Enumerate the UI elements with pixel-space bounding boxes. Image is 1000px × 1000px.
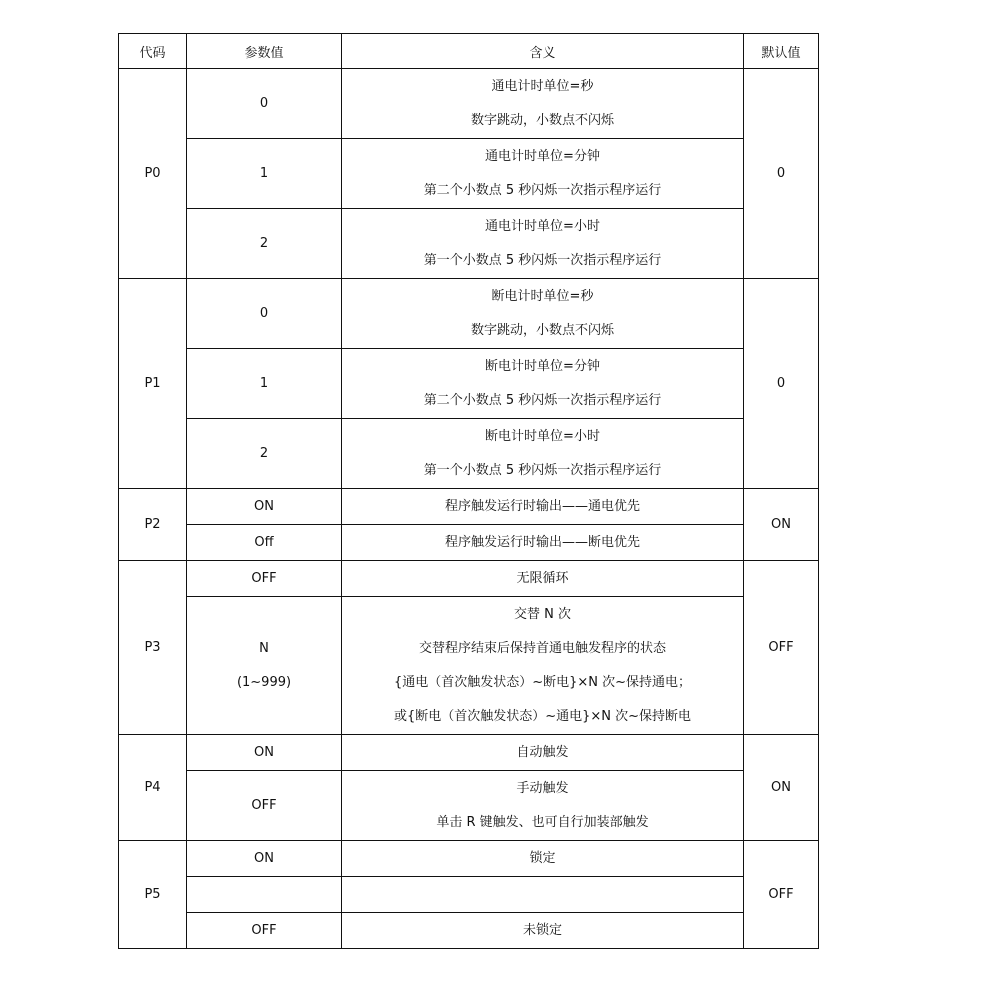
- param-meaning-line: 交替程序结束后保持首通电触发程序的状态: [418, 640, 666, 656]
- param-default-text: OFF: [768, 886, 794, 902]
- param-code: [119, 561, 187, 735]
- param-default: [744, 279, 819, 489]
- param-meaning-line: 交替 N 次: [514, 606, 571, 622]
- param-meaning-line: 锁定: [529, 850, 556, 866]
- table-body: [119, 69, 819, 949]
- param-meaning-line: 或{断电（首次触发状态）~通电}×N 次~保持断电: [393, 708, 692, 724]
- param-value-line: 0: [259, 305, 269, 321]
- table-row: [119, 561, 819, 597]
- table-row: [119, 69, 819, 139]
- param-meaning-line: 无限循环: [516, 570, 569, 586]
- table-row: [119, 771, 819, 841]
- header-code: 代码: [119, 34, 187, 69]
- param-value: [187, 525, 342, 561]
- param-meaning: [342, 139, 744, 209]
- param-value: [187, 561, 342, 597]
- param-value: [187, 279, 342, 349]
- param-meaning: [342, 841, 744, 877]
- param-default-text: OFF: [768, 639, 794, 655]
- param-value-line: 2: [259, 235, 269, 251]
- param-value: [187, 841, 342, 877]
- param-code-text: P4: [144, 779, 161, 795]
- param-code: [119, 841, 187, 949]
- table-row: [119, 139, 819, 209]
- param-meaning: [342, 597, 744, 735]
- param-meaning: [342, 561, 744, 597]
- param-default: [744, 489, 819, 561]
- param-value-line: ON: [254, 850, 274, 866]
- param-code-text: P2: [144, 516, 161, 532]
- param-value: [187, 771, 342, 841]
- param-value: [187, 209, 342, 279]
- table-row: [119, 877, 819, 913]
- param-value: [187, 489, 342, 525]
- table-row: [119, 841, 819, 877]
- param-meaning-line: 手动触发: [516, 780, 569, 796]
- param-value: [187, 419, 342, 489]
- table-row: [119, 489, 819, 525]
- param-meaning: [342, 735, 744, 771]
- param-value-line: OFF: [251, 922, 277, 938]
- param-meaning-line: 程序触发运行时输出——通电优先: [444, 498, 640, 514]
- param-meaning-line: 通电计时单位=秒: [491, 78, 594, 94]
- param-default-text: 0: [776, 165, 786, 181]
- param-meaning: [342, 349, 744, 419]
- param-default: [744, 735, 819, 841]
- table-row: [119, 209, 819, 279]
- param-value-line: ON: [254, 498, 274, 514]
- table-row: [119, 597, 819, 735]
- param-meaning-line: 第一个小数点 5 秒闪烁一次指示程序运行: [423, 252, 662, 268]
- param-code-text: P1: [144, 375, 161, 391]
- table-row: [119, 349, 819, 419]
- param-meaning: [342, 913, 744, 949]
- table-row: [119, 279, 819, 349]
- param-value: [187, 139, 342, 209]
- param-code: [119, 279, 187, 489]
- param-meaning: [342, 489, 744, 525]
- param-value-line: Off: [254, 534, 274, 550]
- param-code-text: P0: [144, 165, 161, 181]
- param-meaning-line: 第一个小数点 5 秒闪烁一次指示程序运行: [423, 462, 662, 478]
- param-meaning-line: 断电计时单位=小时: [485, 428, 600, 444]
- param-value: [187, 349, 342, 419]
- param-value-line: (1~999): [236, 674, 292, 690]
- param-value-line: 2: [259, 445, 269, 461]
- param-meaning-line: 第二个小数点 5 秒闪烁一次指示程序运行: [423, 182, 662, 198]
- param-default-text: 0: [776, 375, 786, 391]
- header-row: [119, 34, 819, 69]
- param-value-line: OFF: [251, 570, 277, 586]
- param-meaning: [342, 279, 744, 349]
- header-default: 默认值: [744, 34, 819, 69]
- param-value: [187, 69, 342, 139]
- param-default-text: ON: [771, 779, 791, 795]
- param-value: [187, 735, 342, 771]
- param-code: [119, 69, 187, 279]
- parameter-table: [118, 33, 819, 949]
- param-value-line: 1: [259, 375, 269, 391]
- param-value-line: 0: [259, 95, 269, 111]
- param-meaning-line: 数字跳动，小数点不闪烁: [470, 322, 614, 338]
- table-row: [119, 419, 819, 489]
- param-value-line: OFF: [251, 797, 277, 813]
- param-meaning-line: 第二个小数点 5 秒闪烁一次指示程序运行: [423, 392, 662, 408]
- param-meaning-line: 自动触发: [516, 744, 569, 760]
- param-value: [187, 913, 342, 949]
- table-row: [119, 735, 819, 771]
- table-row: [119, 913, 819, 949]
- param-meaning-line: 数字跳动，小数点不闪烁: [470, 112, 614, 128]
- param-code-text: P3: [144, 639, 161, 655]
- param-default: [744, 841, 819, 949]
- param-code-text: P5: [144, 886, 161, 902]
- header-meaning: 含义: [342, 34, 744, 69]
- param-meaning: [342, 877, 744, 913]
- param-meaning-line: 断电计时单位=分钟: [485, 358, 600, 374]
- param-meaning: [342, 69, 744, 139]
- param-meaning: [342, 771, 744, 841]
- param-meaning-line: 程序触发运行时输出——断电优先: [444, 534, 640, 550]
- param-value: [187, 877, 342, 913]
- param-value-line: ON: [254, 744, 274, 760]
- param-meaning: [342, 525, 744, 561]
- param-value: [187, 597, 342, 735]
- param-code: [119, 735, 187, 841]
- param-code: [119, 489, 187, 561]
- param-value-line: 1: [259, 165, 269, 181]
- param-default: [744, 69, 819, 279]
- header-value: 参数值: [187, 34, 342, 69]
- param-meaning-line: 通电计时单位=分钟: [485, 148, 600, 164]
- param-meaning-line: 通电计时单位=小时: [485, 218, 600, 234]
- param-meaning-line: 未锁定: [522, 922, 562, 938]
- param-meaning-line: 单击 R 键触发、也可自行加装部触发: [436, 814, 649, 830]
- param-default-text: ON: [771, 516, 791, 532]
- param-meaning: [342, 209, 744, 279]
- param-value-line: N: [259, 640, 269, 656]
- param-meaning-line: {通电（首次触发状态）~断电}×N 次~保持通电；: [393, 674, 692, 690]
- param-meaning-line: 断电计时单位=秒: [491, 288, 594, 304]
- table-row: [119, 525, 819, 561]
- param-meaning: [342, 419, 744, 489]
- param-default: [744, 561, 819, 735]
